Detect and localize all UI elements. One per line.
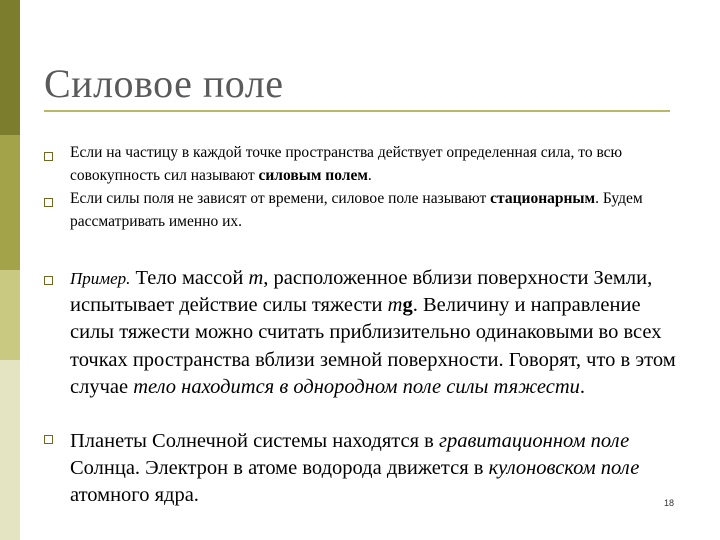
sidebar-segment xyxy=(0,135,20,270)
sidebar-segment xyxy=(0,360,20,540)
square-bullet-icon xyxy=(44,276,53,285)
slide-title: Силовое поле xyxy=(44,61,284,106)
sidebar-decoration xyxy=(0,0,20,540)
square-bullet-icon xyxy=(44,152,53,161)
square-bullet-icon xyxy=(44,435,53,444)
bullet-text-3: Пример. Тело массой m, расположенное вблизи поверхности Земли, испытывает действие силы тяжести mg. Величину и направление силы тяжести можно считать приблизительно одинаковыми во всех точках пространства вблизи земной поверхности. Говорят, что в этом случае тело находится в однородном поле силы тяжести. xyxy=(70,267,676,398)
sidebar-segment xyxy=(0,0,20,135)
bullet-text-1: Если на частицу в каждой точке пространства действует определенная сила, то всю совокупность сил называют силовым полем. xyxy=(70,144,623,184)
sidebar-segment xyxy=(0,270,20,360)
page-number: 18 xyxy=(664,498,675,508)
title-underline xyxy=(44,110,670,112)
bullet-text-4: Планеты Солнечной системы находятся в гравитационном поле Солнца. Электрон в атоме водорода движется в кулоновском поле атомного ядра. xyxy=(70,430,640,507)
square-bullet-icon xyxy=(44,198,53,207)
bullet-text-2: Если силы поля не зависят от времени, силовое поле называют стационарным. Будем рассматривать именно их. xyxy=(70,190,643,230)
